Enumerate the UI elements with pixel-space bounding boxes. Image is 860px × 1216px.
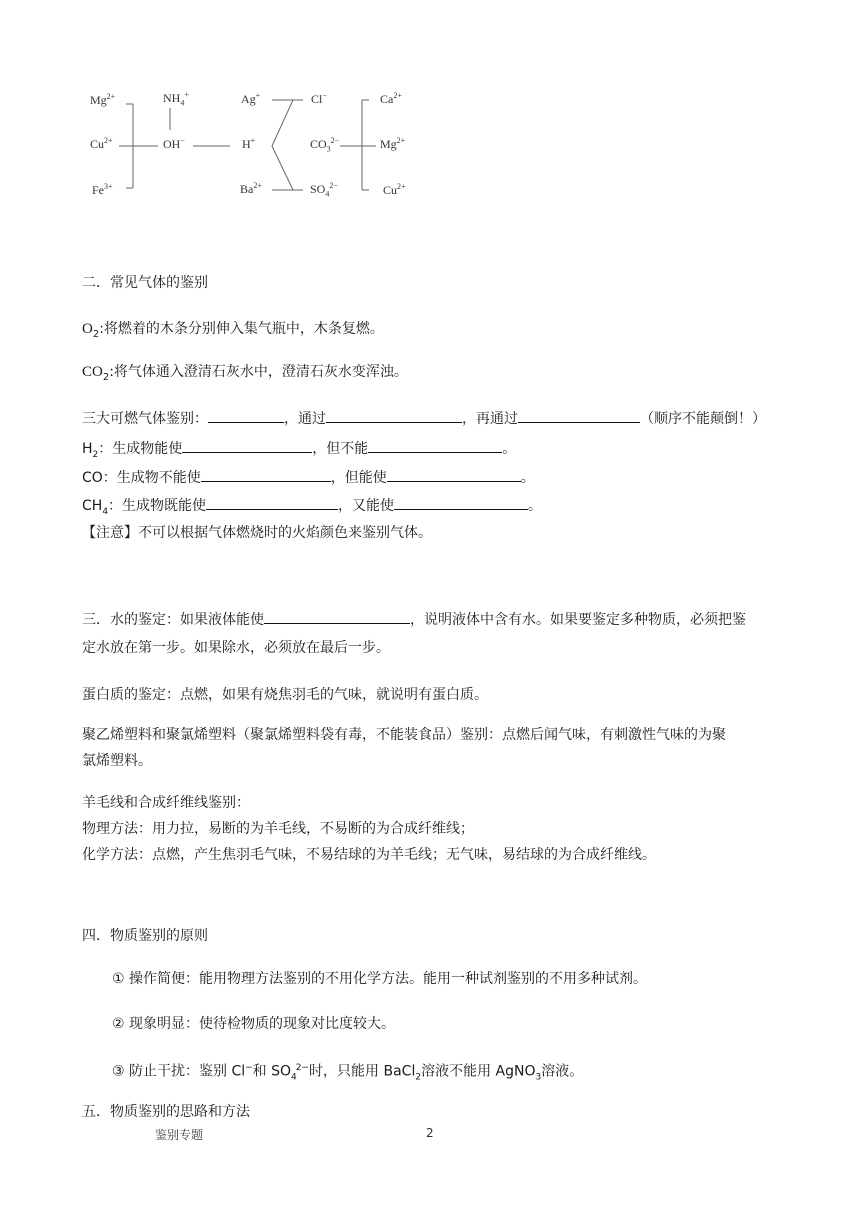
ion-fe: $Fe^{3+}$ bbox=[92, 182, 113, 197]
blank-6 bbox=[201, 466, 331, 482]
ion-cu-2: $Cu^{2+}$ bbox=[383, 182, 406, 197]
blank-10 bbox=[264, 608, 410, 624]
principle-1: ① 操作简便：能用物理方法鉴别的不用化学方法。能用一种试剂鉴别的不用多种试剂。 bbox=[112, 971, 647, 987]
principle-3: ③ 防止干扰：鉴别 Cl−和 $SO_4^{2-}$时，只能用 BaCl$_2$溶液不能用 AgNO$_3$溶液。 bbox=[112, 1063, 584, 1083]
co-line: CO：生成物不能使 ，但能使 。 bbox=[82, 466, 535, 488]
ch4-line: $CH_4$：生成物既能使 ，又能使 。 bbox=[82, 494, 542, 522]
ion-co3: $CO_3^{2-}$ bbox=[310, 136, 340, 154]
plastic-line-2: 氯烯塑料。 bbox=[82, 753, 152, 769]
section2-heading: 二．常见气体的鉴别 bbox=[82, 275, 208, 291]
ion-ca: $Ca^{2+}$ bbox=[380, 91, 402, 106]
blank-8 bbox=[206, 494, 338, 510]
section5-heading: 五．物质鉴别的思路和方法 bbox=[82, 1104, 250, 1120]
ion-mg-1: $Mg^{2+}$ bbox=[90, 92, 116, 107]
water-line-2: 定水放在第一步。如果除水，必须放在最后一步。 bbox=[82, 640, 390, 656]
ion-so4: $SO_4^{2-}$ bbox=[310, 181, 338, 199]
ion-mg-2: $Mg^{2+}$ bbox=[380, 136, 406, 151]
water-line-1: 三．水的鉴定：如果液体能使 ，说明液体中含有水。如果要鉴定多种物质，必须把鉴 bbox=[82, 608, 746, 630]
wool-title: 羊毛线和合成纤维线鉴别： bbox=[82, 795, 250, 811]
blank-2 bbox=[326, 407, 462, 423]
blank-7 bbox=[387, 466, 521, 482]
ion-ag: Ag+ bbox=[241, 91, 261, 106]
page-number: 2 bbox=[426, 1126, 434, 1140]
three-gas-line: 三大可燃气体鉴别： ，通过 ，再通过 （顺序不能颠倒！） bbox=[82, 407, 766, 429]
co2-line: $CO_2$:将气体通入澄清石灰水中，澄清石灰水变浑浊。 bbox=[82, 364, 408, 383]
ion-cl: Cl− bbox=[311, 91, 327, 106]
protein-line: 蛋白质的鉴定：点燃，如果有烧焦羽毛的气味，就说明有蛋白质。 bbox=[82, 687, 488, 703]
ion-oh: OH− bbox=[163, 136, 185, 151]
ion-h: H+ bbox=[242, 136, 256, 151]
section4-heading: 四．物质鉴别的原则 bbox=[82, 928, 208, 944]
h2-line: $H_2$：生成物能使 ，但不能 。 bbox=[82, 437, 516, 465]
ion-ba: $Ba^{2+}$ bbox=[240, 181, 262, 196]
blank-9 bbox=[394, 494, 528, 510]
blank-3 bbox=[518, 407, 640, 423]
note-line: 【注意】不可以根据气体燃烧时的火焰颜色来鉴别气体。 bbox=[82, 525, 432, 541]
plastic-line-1: 聚乙烯塑料和聚氯烯塑料（聚氯烯塑料袋有毒，不能装食品）鉴别：点燃后闻气味，有刺激性气味的为聚 bbox=[82, 727, 726, 743]
ion-cu-1: $Cu^{2+}$ bbox=[90, 136, 113, 151]
blank-5 bbox=[368, 437, 502, 453]
ion-connector-lines bbox=[0, 0, 860, 220]
blank-1 bbox=[208, 407, 284, 423]
principle-2: ② 现象明显：使待检物质的现象对比度较大。 bbox=[112, 1016, 395, 1032]
ion-nh4: $NH_4^+$ bbox=[163, 90, 189, 108]
wool-chemical: 化学方法：点燃，产生焦羽毛气味，不易结球的为羊毛线；无气味，易结球的为合成纤维线。 bbox=[82, 847, 656, 863]
blank-4 bbox=[182, 437, 312, 453]
wool-physical: 物理方法：用力拉，易断的为羊毛线，不易断的为合成纤维线； bbox=[82, 821, 474, 837]
o2-line: $O_2$:将燃着的木条分别伸入集气瓶中，木条复燃。 bbox=[82, 321, 384, 340]
footer-title: 鉴别专题 bbox=[155, 1128, 204, 1142]
